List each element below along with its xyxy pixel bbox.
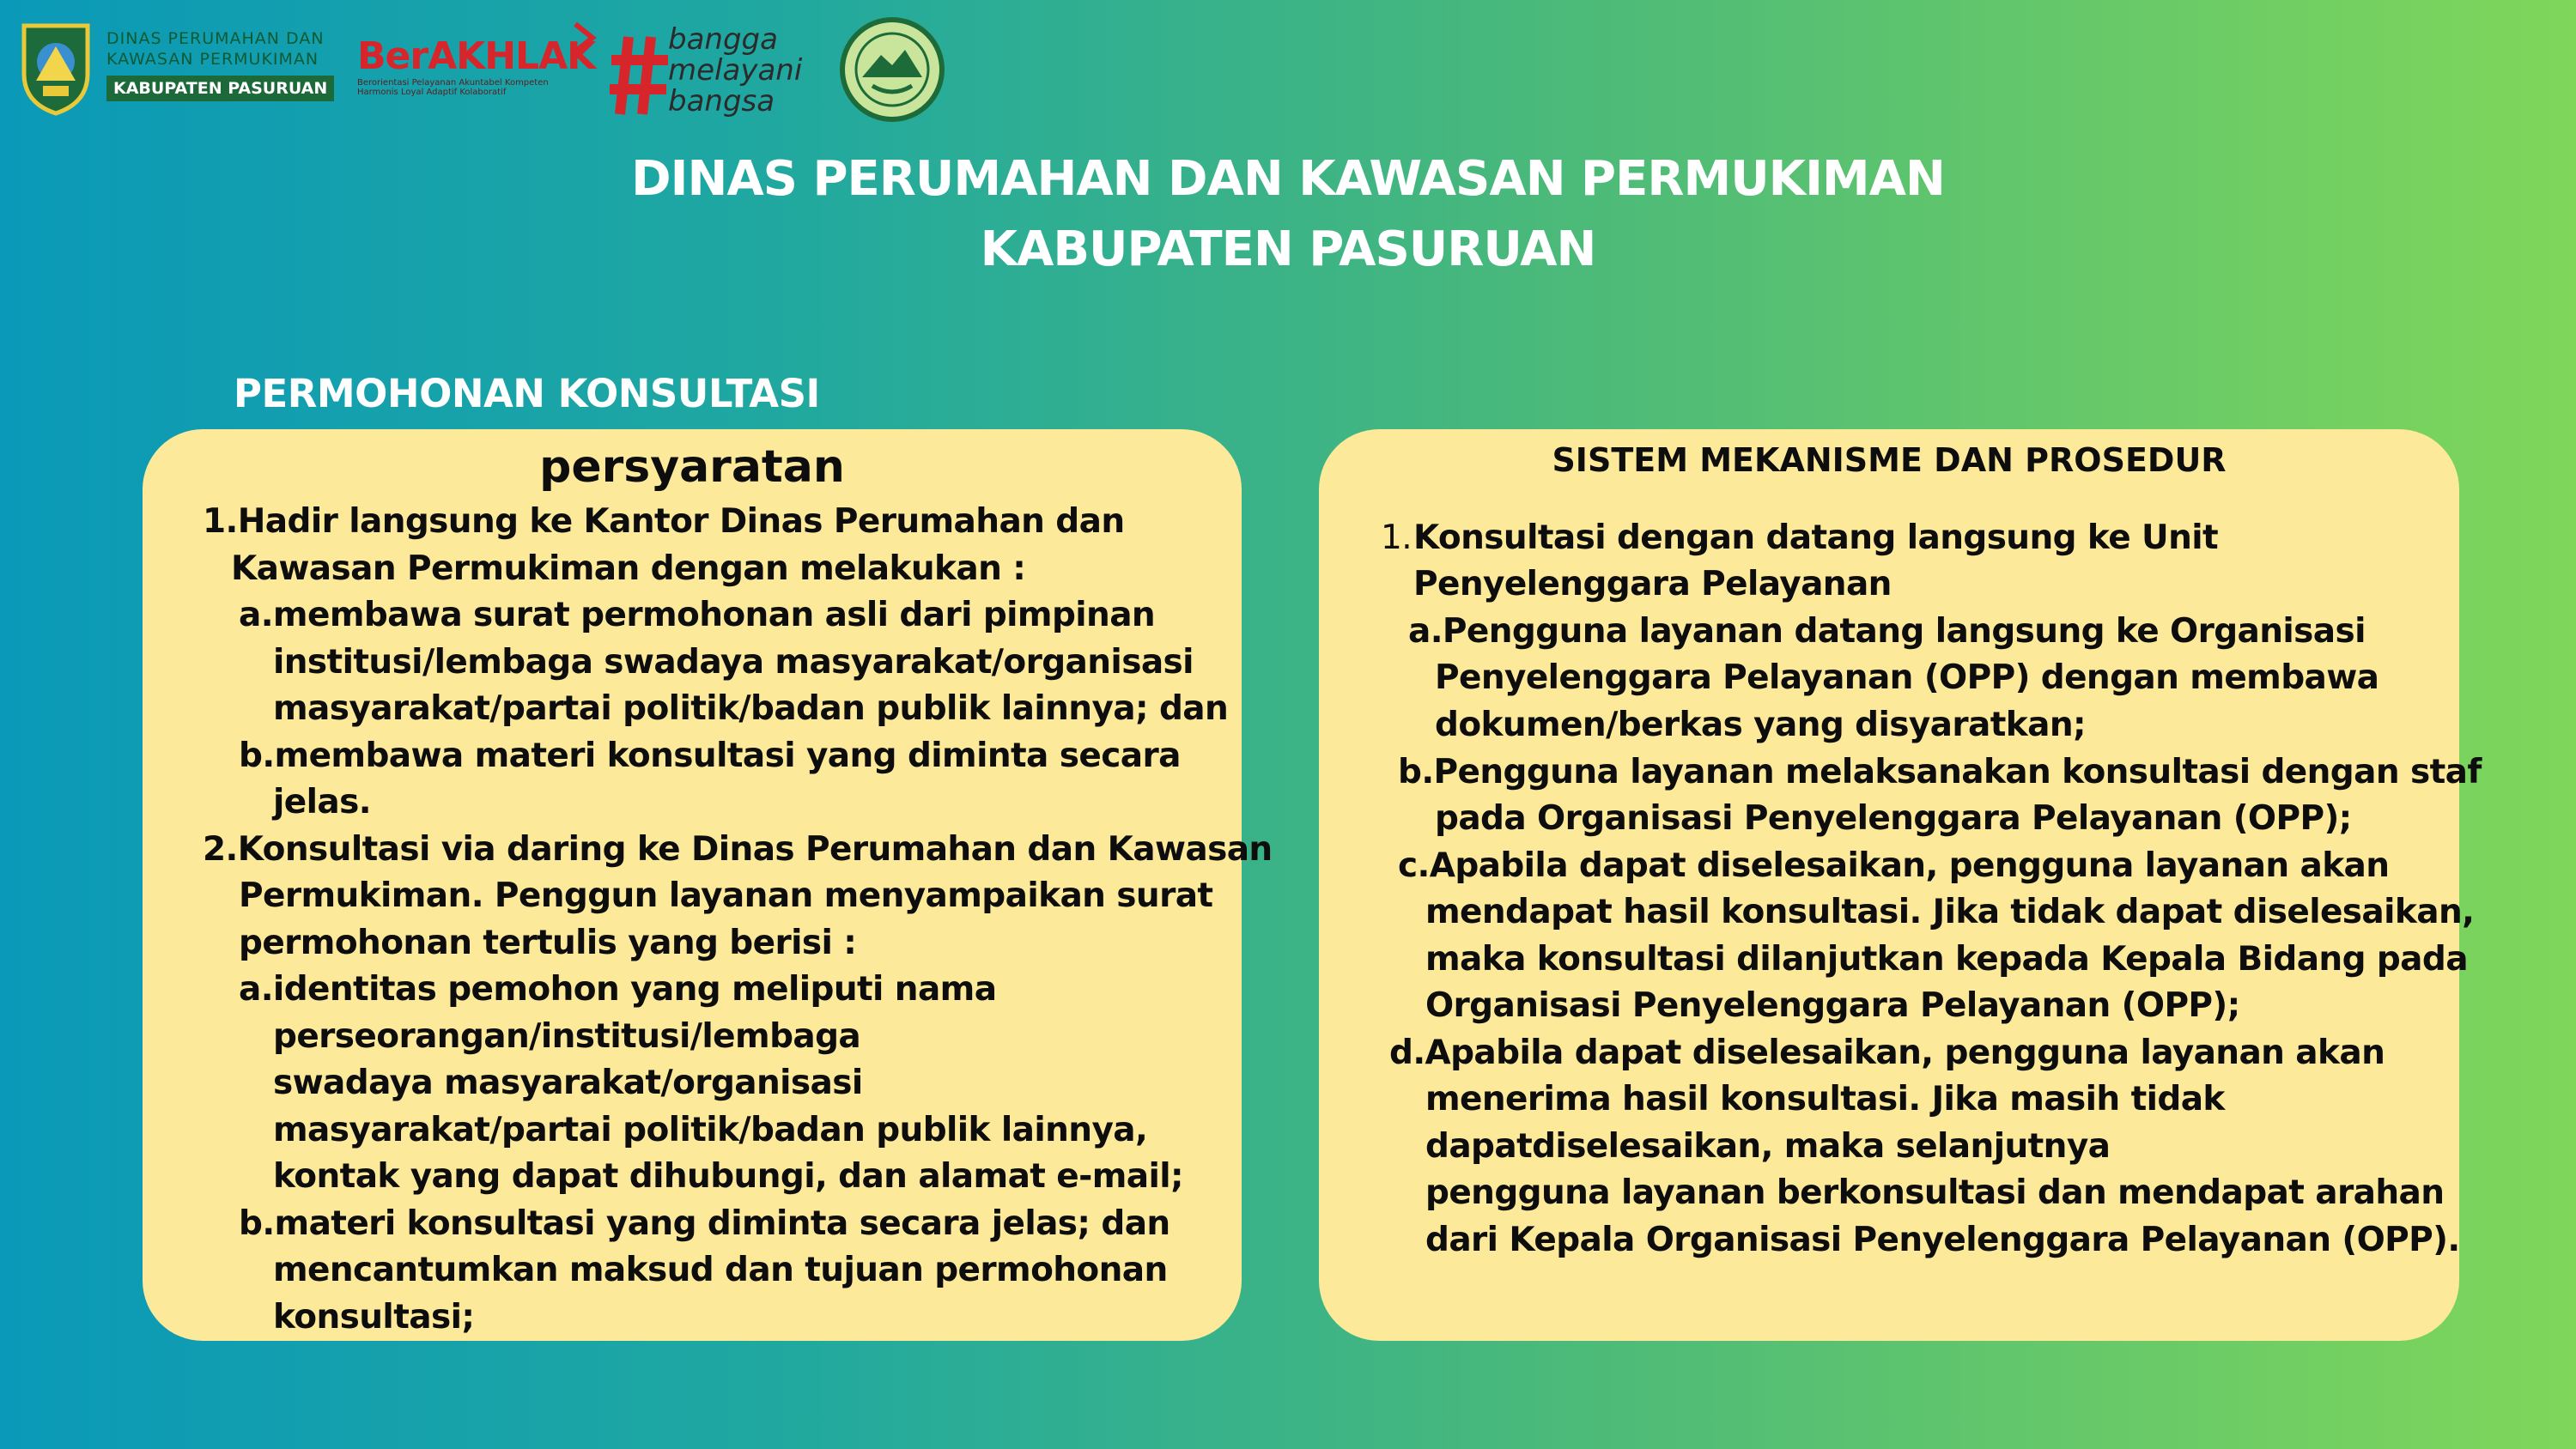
requirements-line: a.membawa surat permohonan asli dari pimpinan bbox=[239, 596, 1156, 634]
procedure-line: menerima hasil konsultasi. Jika masih tidak bbox=[1425, 1080, 2225, 1119]
procedure-line: Organisasi Penyelenggara Pelayanan (OPP); bbox=[1425, 986, 2240, 1025]
chevron-right-icon bbox=[567, 21, 601, 55]
requirements-line: a.identitas pemohon yang meliputi nama bbox=[239, 970, 997, 1009]
procedure-line: dari Kepala Organisasi Penyelenggara Pelayanan (OPP). bbox=[1425, 1221, 2460, 1259]
requirements-line: mencantumkan maksud dan tujuan permohonan bbox=[273, 1251, 1168, 1289]
procedure-number: 1. bbox=[1381, 518, 1413, 557]
bangga-logo bbox=[668, 24, 840, 117]
procedure-line: maka konsultasi dilanjutkan kepada Kepala Bidang pada bbox=[1425, 940, 2468, 979]
dinas-logo bbox=[106, 29, 355, 101]
requirements-line: jelas. bbox=[273, 783, 371, 822]
procedure-line: dokumen/berkas yang disyaratkan; bbox=[1435, 706, 2087, 744]
procedure-line: Konsultasi dengan datang langsung ke Unit bbox=[1413, 518, 2219, 557]
title-line2: KABUPATEN PASURUAN bbox=[980, 221, 1596, 277]
requirements-line: permohonan tertulis yang berisi : bbox=[239, 924, 857, 962]
procedure-line: Penyelenggara Pelayanan (OPP) dengan membawa bbox=[1435, 658, 2379, 697]
hashtag-icon bbox=[610, 33, 670, 118]
dinas-logo-line2: KAWASAN PERMUKIMAN bbox=[106, 50, 319, 69]
procedure-line: pengguna layanan berkonsultasi dan mendapat arahan bbox=[1425, 1173, 2445, 1212]
requirements-line: b.membawa materi konsultasi yang diminta secara bbox=[239, 737, 1181, 775]
berakhlak-line1: Berorientasi Pelayanan Akuntabel Kompeten bbox=[357, 78, 549, 88]
requirements-line: 2.Konsultasi via daring ke Dinas Perumahan dan Kawasan bbox=[203, 830, 1273, 869]
bangga-line1: bangga bbox=[668, 22, 778, 57]
requirements-line: b.materi konsultasi yang diminta secara jelas; dan bbox=[239, 1204, 1170, 1243]
procedure-line: a.Pengguna layanan datang langsung ke Organisasi bbox=[1408, 612, 2366, 651]
page-title bbox=[0, 144, 2576, 285]
procedure-line: d.Apabila dapat diselesaikan, pengguna layanan akan bbox=[1389, 1034, 2385, 1072]
procedure-line: pada Organisasi Penyelenggara Pelayanan (OPP); bbox=[1435, 799, 2352, 838]
dinas-logo-badge: KABUPATEN PASURUAN bbox=[106, 76, 334, 101]
bangga-line2: melayani bbox=[668, 53, 803, 88]
requirements-card bbox=[143, 429, 1273, 1341]
seal-logo-icon bbox=[838, 15, 946, 124]
procedure-line: b.Pengguna layanan melaksanakan konsultasi dengan staf bbox=[1398, 753, 2482, 791]
title-line1: DINAS PERUMAHAN DAN KAWASAN PERMUKIMAN bbox=[631, 151, 1945, 207]
requirements-line: konsultasi; bbox=[273, 1298, 475, 1337]
berakhlak-line2: Harmonis Loyal Adaptif Kolaboratif bbox=[357, 88, 507, 97]
requirements-heading: persyaratan bbox=[539, 441, 845, 493]
requirements-line: institusi/lembaga swadaya masyarakat/organisasi bbox=[273, 643, 1194, 682]
procedure-card bbox=[1319, 429, 2482, 1341]
requirements-line: Permukiman. Penggun layanan menyampaikan surat bbox=[239, 876, 1213, 915]
requirements-line: perseorangan/institusi/lembaga bbox=[273, 1017, 861, 1056]
pasuruan-emblem-icon bbox=[17, 21, 94, 117]
requirements-line: masyarakat/partai politik/badan publik lainnya; dan bbox=[273, 689, 1229, 728]
requirements-line: kontak yang dapat dihubungi, dan alamat e-mail; bbox=[273, 1157, 1184, 1196]
requirements-line: Kawasan Permukiman dengan melakukan : bbox=[231, 549, 1026, 588]
section-title: PERMOHONAN KONSULTASI bbox=[234, 371, 820, 416]
procedure-line: dapatdiselesaikan, maka selanjutnya bbox=[1425, 1127, 2111, 1166]
bangga-line3: bangsa bbox=[668, 84, 775, 118]
procedure-line: Penyelenggara Pelayanan bbox=[1413, 565, 1892, 603]
procedure-line: c.Apabila dapat diselesaikan, pengguna layanan akan bbox=[1398, 846, 2390, 885]
requirements-line: 1.Hadir langsung ke Kantor Dinas Perumahan dan bbox=[203, 502, 1125, 541]
requirements-line: swadaya masyarakat/organisasi bbox=[273, 1064, 863, 1102]
procedure-heading: SISTEM MEKANISME DAN PROSEDUR bbox=[1552, 441, 2227, 479]
dinas-logo-line1: DINAS PERUMAHAN DAN bbox=[106, 29, 325, 48]
berakhlak-title: BerAKHLAK bbox=[357, 34, 596, 78]
requirements-line: masyarakat/partai politik/badan publik lainnya, bbox=[273, 1111, 1148, 1149]
procedure-line: mendapat hasil konsultasi. Jika tidak dapat diselesaikan, bbox=[1425, 893, 2475, 931]
logo-row bbox=[17, 15, 962, 127]
